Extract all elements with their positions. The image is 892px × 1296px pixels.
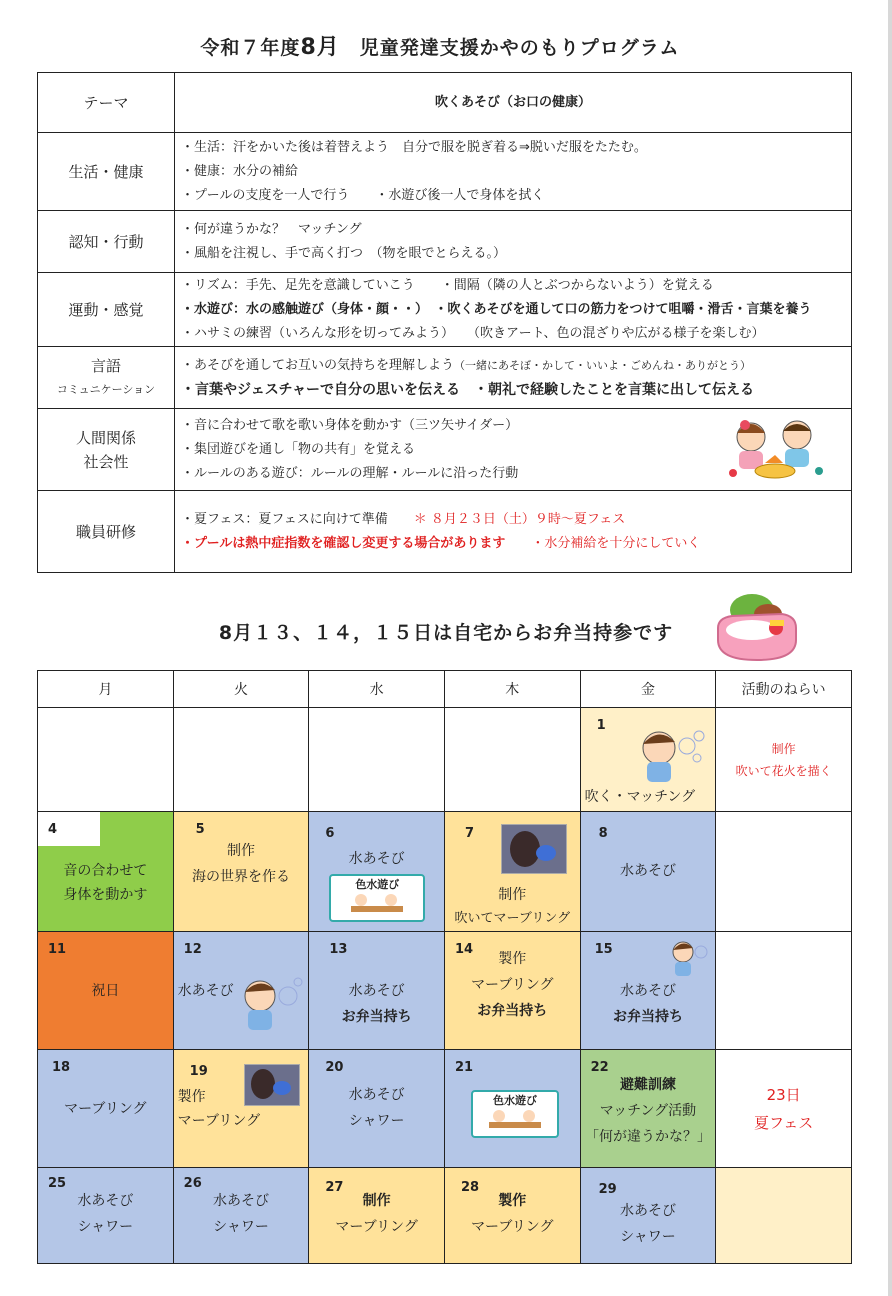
day-cell-29 bbox=[580, 1168, 716, 1264]
staff-item-warning: ・プールは熱中症指数を確認し変更する場合があります bbox=[181, 535, 506, 551]
day-number: 22 bbox=[590, 1060, 609, 1075]
staff-item-date: ＊ ８月２３日（土）９時～夏フェス bbox=[413, 511, 626, 527]
aim-cell-week2 bbox=[716, 812, 852, 932]
bento-day-label: お弁当持ち bbox=[612, 1009, 683, 1025]
life-item: ・健康：水分の補給 bbox=[181, 163, 299, 179]
title-year: 令和７年度 bbox=[200, 37, 301, 59]
holiday-label: 祝日 bbox=[91, 983, 120, 999]
day-cell-4 bbox=[38, 812, 174, 932]
social-label-sub: 社会性 bbox=[83, 452, 129, 471]
bento-day-label: お弁当持ち bbox=[341, 1009, 412, 1025]
evacuation-drill-label: 避難訓練 bbox=[619, 1077, 676, 1093]
title-month: 8月 bbox=[300, 35, 340, 60]
life-item: ・生活：汗をかいた後は着替えよう 自分で服を脱ぎ着る⇒脱いだ服をたたむ。 bbox=[181, 139, 647, 155]
day-activity: 「何が違うかな？」 bbox=[584, 1129, 711, 1145]
life-content bbox=[175, 133, 852, 211]
colored-water-sign bbox=[471, 1090, 559, 1138]
day-cell-18 bbox=[38, 1050, 174, 1168]
day-activity: 身体を動かす bbox=[63, 887, 148, 903]
day-cell-empty bbox=[444, 708, 580, 812]
aim-text: 吹いて花火を描く bbox=[735, 764, 832, 778]
day-activity: 製作 bbox=[177, 1089, 206, 1105]
calendar-header bbox=[38, 671, 852, 708]
day-number: 27 bbox=[325, 1180, 344, 1195]
day-activity: シャワー bbox=[77, 1219, 134, 1235]
day-activity: 音の合わせて bbox=[63, 863, 148, 879]
aim-text: 制作 bbox=[771, 742, 796, 756]
life-item: ・プールの支度を一人で行う ・水遊び後一人で身体を拭く bbox=[181, 187, 545, 203]
day-cell-27 bbox=[309, 1168, 445, 1264]
day-cell-empty bbox=[38, 708, 174, 812]
colored-water-sign bbox=[329, 874, 425, 922]
social-row bbox=[38, 409, 852, 491]
bento-notice: 8月１３、１４，１５日は自宅からお弁当持参です bbox=[218, 622, 674, 644]
day-activity: 制作 bbox=[498, 887, 527, 903]
day-activity: 製作 bbox=[498, 1193, 527, 1209]
day-number: 13 bbox=[329, 942, 348, 957]
social-item: ・集団遊びを通し「物の共有」を覚える bbox=[181, 441, 416, 457]
language-item: ・あそびを通してお互いの気持ちを理解しよう bbox=[181, 357, 455, 373]
day-number: 29 bbox=[598, 1182, 617, 1197]
day-cell-25 bbox=[38, 1168, 174, 1264]
day-activity: マーブリング bbox=[335, 1219, 418, 1235]
social-label-main: 人間関係 bbox=[75, 428, 136, 447]
day-activity: 水あそび bbox=[177, 983, 234, 999]
staff-training-content bbox=[175, 491, 852, 573]
language-label-sub: コミュニケーション bbox=[56, 382, 156, 396]
day-activity: マーブリング bbox=[64, 1101, 147, 1117]
summer-fest-date: 23日 bbox=[766, 1086, 801, 1104]
day-activity: マーブリング bbox=[177, 1113, 261, 1129]
day-cell-1 bbox=[580, 708, 716, 812]
week-row bbox=[38, 708, 852, 812]
bento-box-icon bbox=[712, 588, 802, 664]
day-activity: 水あそび bbox=[212, 1193, 269, 1209]
day-activity: 製作 bbox=[498, 951, 527, 967]
header-fri: 金 bbox=[580, 671, 716, 708]
day-cell-8 bbox=[580, 812, 716, 932]
sign-text: 色水遊び bbox=[355, 878, 400, 891]
language-row bbox=[38, 347, 852, 409]
day-number: 14 bbox=[454, 942, 474, 957]
language-item-bold: ・言葉やジェスチャーで自分の思いを伝える ・朝礼で経験したことを言葉に出して伝える bbox=[181, 381, 755, 398]
day-number: 11 bbox=[48, 942, 67, 957]
aim-cell-week3 bbox=[716, 932, 852, 1050]
day-number: 19 bbox=[189, 1064, 208, 1079]
day-number: 5 bbox=[195, 822, 205, 837]
social-item: ・音に合わせて歌を歌い身体を動かす（三ツ矢サイダー） bbox=[181, 417, 519, 433]
day-activity: 水あそび bbox=[348, 983, 405, 999]
day-activity: マーブリング bbox=[471, 1219, 554, 1235]
marbling-photo bbox=[501, 824, 567, 874]
day-number: 6 bbox=[325, 826, 335, 841]
day-cell-14 bbox=[444, 932, 580, 1050]
bento-day-label: お弁当持ち bbox=[477, 1003, 548, 1019]
children-icon bbox=[485, 1108, 545, 1128]
day-cell-26 bbox=[173, 1168, 309, 1264]
social-label bbox=[38, 409, 175, 491]
day-cell-empty bbox=[309, 708, 445, 812]
day-number: 21 bbox=[454, 1060, 474, 1075]
week-row bbox=[38, 1168, 852, 1264]
header-tue: 火 bbox=[173, 671, 309, 708]
week-row bbox=[38, 1050, 852, 1168]
day-number: 15 bbox=[594, 942, 613, 957]
day-activity: シャワー bbox=[348, 1113, 405, 1129]
sign-text: 色水遊び bbox=[492, 1094, 537, 1107]
day-activity: 水あそび bbox=[348, 851, 405, 867]
day-cell-20 bbox=[309, 1050, 445, 1168]
aim-cell-week1 bbox=[716, 708, 852, 812]
header-mon: 月 bbox=[38, 671, 174, 708]
motor-item: ・リズム：手先、足先を意識していこう ・間隔（隣の人とぶつからないよう）を覚える bbox=[181, 277, 714, 293]
day-cell-15 bbox=[580, 932, 716, 1050]
theme-label: テーマ bbox=[38, 73, 175, 133]
day-number: 4 bbox=[48, 822, 58, 837]
theme-value: 吹くあそび（お口の健康） bbox=[175, 73, 852, 133]
motor-item: ・ハサミの練習（いろんな形を切ってみよう） （吹きアート、色の混ざりや広がる様子を楽しむ） bbox=[181, 325, 765, 341]
day-activity: 水あそび bbox=[77, 1193, 134, 1209]
title-program: 児童発達支援かやのもりプログラム bbox=[339, 37, 680, 59]
motor-label: 運動・感覚 bbox=[38, 273, 175, 347]
day-number: 7 bbox=[464, 826, 475, 841]
children-icon bbox=[347, 892, 407, 912]
staff-item: ・夏フェス：夏フェスに向けて準備 bbox=[181, 511, 388, 527]
staff-training-label: 職員研修 bbox=[38, 491, 175, 573]
language-content bbox=[175, 347, 852, 409]
day-number: 26 bbox=[183, 1176, 202, 1191]
day-activity: 吹く・マッチング bbox=[584, 789, 696, 805]
life-row bbox=[38, 133, 852, 211]
day-number: 25 bbox=[48, 1176, 67, 1191]
cognition-content bbox=[175, 211, 852, 273]
day-number: 12 bbox=[183, 942, 202, 957]
day-cell-11 bbox=[38, 932, 174, 1050]
day-cell-19 bbox=[173, 1050, 309, 1168]
motor-row bbox=[38, 273, 852, 347]
day-activity: マーブリング bbox=[471, 977, 554, 993]
day-activity: マッチング活動 bbox=[599, 1103, 697, 1119]
day-activity: シャワー bbox=[620, 1229, 676, 1245]
language-label bbox=[38, 347, 175, 409]
week-row bbox=[38, 812, 852, 932]
social-content bbox=[175, 409, 852, 491]
day-cell-28 bbox=[444, 1168, 580, 1264]
life-label: 生活・健康 bbox=[38, 133, 175, 211]
aim-cell-week4 bbox=[716, 1050, 852, 1168]
day-activity: 吹いてマーブリング bbox=[454, 911, 571, 926]
week-row bbox=[38, 932, 852, 1050]
day-cell-21 bbox=[444, 1050, 580, 1168]
cognition-item: ・何が違うかな？ マッチング bbox=[181, 221, 362, 237]
page-title bbox=[0, 30, 880, 61]
boy-blowing-bubbles-icon bbox=[637, 726, 707, 784]
day-activity: 水あそび bbox=[619, 1203, 676, 1219]
children-playing-icon bbox=[725, 415, 829, 485]
program-table bbox=[37, 72, 852, 573]
day-activity: 水あそび bbox=[619, 983, 676, 999]
motor-content bbox=[175, 273, 852, 347]
day-activity: 制作 bbox=[226, 843, 255, 859]
day-number: 20 bbox=[325, 1060, 344, 1075]
staff-training-row bbox=[38, 491, 852, 573]
cognition-row bbox=[38, 211, 852, 273]
motor-item-bold: ・水遊び：水の感触遊び（身体・顔・・） ・吹くあそびを通して口の筋力をつけて咀嚼・滑舌・言葉を養う bbox=[181, 301, 812, 317]
boy-blowing-bubbles-icon bbox=[240, 974, 304, 1032]
cognition-label: 認知・行動 bbox=[38, 211, 175, 273]
day-cell-7 bbox=[444, 812, 580, 932]
day-activity: 水あそび bbox=[619, 863, 676, 879]
day-cell-5 bbox=[173, 812, 309, 932]
calendar bbox=[37, 670, 852, 1264]
day-number: 28 bbox=[460, 1180, 480, 1195]
staff-item-hydration: ・水分補給を十分にしていく bbox=[531, 535, 701, 551]
cognition-item: ・風船を注視し、手で高く打つ （物を眼でとらえる。） bbox=[181, 245, 507, 261]
aim-cell-week5 bbox=[716, 1168, 852, 1264]
header-thu: 木 bbox=[444, 671, 580, 708]
day-activity: シャワー bbox=[213, 1219, 269, 1235]
header-aim: 活動のねらい bbox=[716, 671, 852, 708]
summer-fest-label: 夏フェス bbox=[754, 1114, 814, 1132]
boy-blowing-bubbles-icon bbox=[669, 938, 713, 976]
day-number: 18 bbox=[52, 1060, 71, 1075]
day-cell-12 bbox=[173, 932, 309, 1050]
day-cell-13 bbox=[309, 932, 445, 1050]
day-activity: 水あそび bbox=[348, 1087, 405, 1103]
day-cell-6 bbox=[309, 812, 445, 932]
social-item: ・ルールのある遊び：ルールの理解・ルールに沿った行動 bbox=[181, 465, 519, 481]
language-item-note: （一緒にあそぼ・かして・いいよ・ごめんね・ありがとう） bbox=[454, 358, 752, 372]
day-number: 8 bbox=[598, 826, 608, 841]
day-activity: 制作 bbox=[362, 1193, 391, 1209]
day-cell-22 bbox=[580, 1050, 716, 1168]
header-wed: 水 bbox=[309, 671, 445, 708]
page-edge bbox=[888, 0, 892, 1296]
theme-row bbox=[38, 73, 852, 133]
day-number: 1 bbox=[596, 718, 606, 733]
language-label-main: 言語 bbox=[90, 356, 121, 375]
day-activity: 海の世界を作る bbox=[191, 869, 290, 885]
day-cell-empty bbox=[173, 708, 309, 812]
